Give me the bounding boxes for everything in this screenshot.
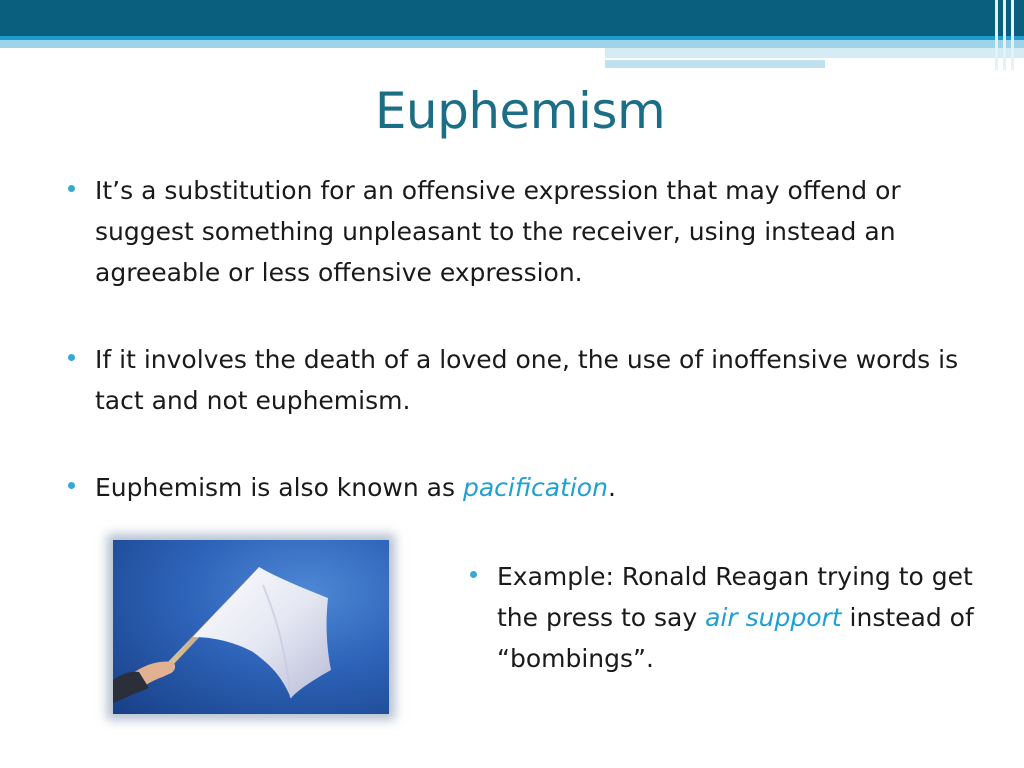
- bullet-dot-icon: [68, 354, 75, 361]
- bullet-dot-icon: [68, 185, 75, 192]
- bullet-item: [60, 467, 960, 508]
- example-bullet: [462, 556, 982, 679]
- bullet-text-end: .: [607, 473, 616, 502]
- bullet-item: [60, 339, 960, 421]
- bullet-text: Euphemism is also known as: [95, 473, 463, 502]
- header-banner: [0, 0, 1024, 80]
- bullet-text: It’s a substitution for an offensive expression that may offend or suggest something unpleasant to the receiver, using instead an agreeable or less offensive expression.: [95, 176, 901, 287]
- emphasis-term: pacification: [462, 473, 608, 502]
- banner-dark-band: [0, 0, 1024, 36]
- banner-pale-band: [605, 48, 1024, 58]
- example-text: Example: Ronald Reagan trying to get the press to say: [497, 562, 973, 632]
- bullet-list: [60, 170, 960, 554]
- bullet-text: If it involves the death of a loved one, the use of inoffensive words is tact and not euphemism.: [95, 345, 959, 415]
- banner-stripe: [1011, 0, 1014, 70]
- banner-stripe: [1003, 0, 1006, 70]
- example-text-end: instead of “bombings”.: [497, 603, 974, 673]
- banner-light-band: [0, 40, 1024, 48]
- white-flag-icon: [113, 540, 389, 714]
- example-block: [462, 556, 982, 679]
- bullet-dot-icon: [470, 571, 477, 578]
- banner-pale-band-2: [605, 60, 825, 68]
- banner-stripe: [995, 0, 998, 70]
- bullet-dot-icon: [68, 482, 75, 489]
- emphasis-term: air support: [705, 603, 842, 632]
- white-flag-photo: [113, 540, 389, 714]
- slide-title: Euphemism: [374, 82, 666, 140]
- bullet-item: [60, 170, 960, 293]
